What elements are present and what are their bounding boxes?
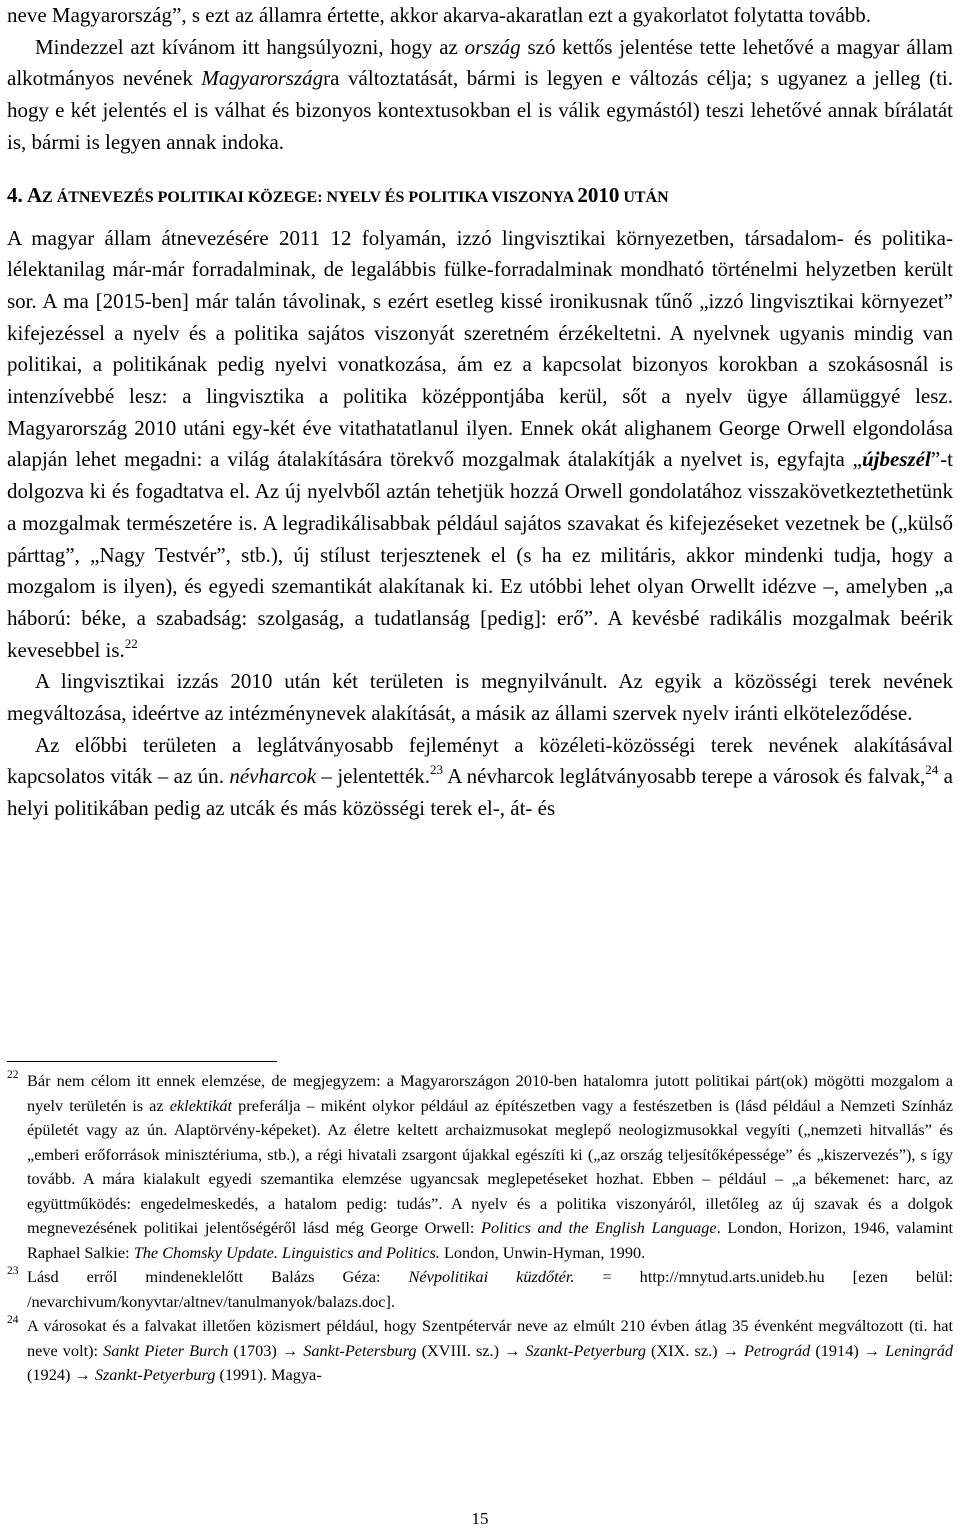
body-text: [7, 0, 953, 825]
emphasis: névharcok: [229, 764, 317, 789]
text: (1703) →: [228, 1340, 304, 1360]
text: (1924) →: [27, 1365, 95, 1384]
footnote-24: [7, 1314, 953, 1388]
footnote-22: [7, 1069, 953, 1265]
heading-year: 2010: [577, 182, 620, 207]
paragraph-1: [7, 223, 953, 667]
text: Lásd erről mindeneklelőtt Balázs Géza:: [27, 1267, 409, 1286]
emphasis: eklektikát: [169, 1095, 233, 1115]
footnote-ref-23[interactable]: 23: [430, 762, 444, 778]
page: [7, 0, 953, 825]
emphasis: The Chomsky Update. Linguistics and Politics.: [133, 1242, 440, 1262]
text: – jelentették.: [316, 764, 431, 789]
section-heading: [7, 184, 953, 209]
text: . London, Horizon, 1946, valamint Raphael Salkie:: [27, 1218, 954, 1262]
footnote-ref-22[interactable]: 22: [124, 635, 138, 651]
emphasis: Petrográd: [743, 1340, 811, 1360]
emphasis: Névpolitikai küzdőtér.: [408, 1267, 575, 1286]
emphasis: Szankt-Petyerburg: [94, 1365, 216, 1384]
footnote-mark: 23: [7, 1265, 19, 1277]
text: ra változtatását, bármi is legyen e változás célja; s ugyanez a jelleg (ti. hogy e két jelentés el is válhat és bizonyos kontextusokban el is válik egymástól) teszi lehetővé annak bírálatát is, bármi is legyen annak indoka.: [7, 66, 954, 154]
text: A névharcok leglátványosabb terepe a városok és falvak,: [443, 764, 926, 789]
text: neve Magyarország”, s ezt az államra értette, akkor akarva-akaratlan ezt a gyakorlatot folytatta tovább.: [7, 3, 872, 27]
emphasis: ország: [464, 34, 521, 59]
paragraph-intro-end: [7, 0, 953, 32]
text: Mindezzel azt kívánom itt hangsúlyozni, hogy az: [35, 34, 465, 59]
emphasis: Sankt Pieter Burch: [103, 1340, 229, 1360]
text: a helyi politikában pedig az utcák és más közösségi terek el-, át- és: [7, 764, 953, 821]
footnote-23: [7, 1265, 953, 1314]
emphasis: Sankt-Petersburg: [303, 1340, 417, 1360]
emphasis: újbeszél: [862, 447, 931, 472]
text: A lingvisztikai izzás 2010 után két területen is megnyilvánult. Az egyik a közösségi terek nevének megváltozása, ideértve az intézménynevek alakítását, a másik az állami szervek nyelv iránti elköteleződése.: [7, 669, 953, 726]
text[interactable]: = http://mnytud.arts.unideb.hu [ezen belül: /nevarchivum/konyvtar/altnev/tanulmanyok/balazs.doc].: [27, 1267, 953, 1311]
heading-number: 4. A: [7, 182, 43, 207]
emphasis: Leningrád: [885, 1340, 954, 1360]
emphasis: Szankt-Petyerburg: [525, 1340, 646, 1360]
footnotes: [7, 1069, 953, 1388]
footnote-ref-24[interactable]: 24: [925, 762, 939, 778]
page-number: 15: [471, 1509, 489, 1528]
paragraph-3: [7, 730, 953, 825]
paragraph-intro-summary: [7, 32, 953, 159]
footnote-mark: 24: [7, 1314, 19, 1326]
emphasis: Politics and the English Language: [481, 1218, 717, 1237]
text: (1914) →: [810, 1340, 886, 1360]
text: (XIX. sz.) →: [645, 1340, 744, 1360]
footnote-mark: 22: [7, 1069, 19, 1081]
heading-text: Z ÁTNEVEZÉS POLITIKAI KÖZEGE: NYELV ÉS POLITIKA VISZONYA: [42, 188, 578, 206]
paragraph-2: [7, 666, 953, 729]
text: A magyar állam átnevezésére 2011 12 folyamán, izzó lingvisztikai környezetben, társadalom- és politika-lélektanilag már-már forradalminak, de legalábbis fülke-forradalminak mondható történelmi helyzetben került sor. A ma [2015-ben] már talán távolinak, s ezért esetleg kissé ironikusnak tűnő „izzó lingvisztikai környezet” kifejezéssel a nyelv és a politika sajátos viszonyát szeretném érzékeltetni. A nyelvnek ugyanis mindig van politikai, a politikának pedig nyelvi vonatkozása, ám ez a kapcsolat bizonyos korokban a szokásosnál is intenzívebbé lesz: a lingvisztika a politika középpontjába kerül, sőt a nyelv ügye államüggyé lesz. Magyarország 2010 utáni egy-két éve vitathatatlanul ilyen. Ennek okát alighanem George Orwell elgondolása alapján lehet megadni: a világ átalakítására törekvő mozgalmak átalakítják a nyelvet is, egyfajta „: [7, 225, 953, 472]
text: (XVIII. sz.) →: [416, 1340, 526, 1360]
text: A városokat és a falvakat illetően közismert például, hogy Szentpétervár neve az elmúlt 210 évben átlag 35 évenként megváltozott (ti. hat neve volt):: [27, 1316, 953, 1360]
emphasis: Magyarország: [201, 66, 324, 91]
text: London, Unwin-Hyman, 1990.: [439, 1242, 646, 1262]
heading-text-end: UTÁN: [619, 188, 669, 206]
footnote-separator: [7, 1061, 277, 1062]
text: (1991). Magya-: [215, 1365, 322, 1384]
text: ”-t dolgozva ki és fogadtatva el. Az új nyelvből aztán tehetjük hozzá Orwell gondolatához visszakövetkeztethetünk a mozgalmak természetére is. A legradikálisabbak például sajátos szavakat és kifejezéseket vezetnek be („külső párttag”, „Nagy Testvér”, stb.), új stílust terjesztenek el (s ha ez militáris, akkor mindenki tudja, hogy a mozgalom is ilyen), és egyedi szemantikát alakítanak ki. Ez utóbbi lehet olyan Orwellt idézve –, amelyben „a háború: béke, a szabadság: szolgaság, a tudatlanság [pedig]: erő”. A kevésbé radikális mozgalmak beérik kevesebbel is.: [7, 447, 953, 662]
text: Az előbbi területen a leglátványosabb fejleményt a közéleti-közösségi terek nevének alakításával kapcsolatos viták – az ún.: [7, 732, 953, 789]
text: Bár nem célom itt ennek elemzése, de megjegyzem: a Magyarországon 2010-ben hatalomra jutott politikai párt(ok) mögötti mozgalom a nyelv területén is az: [27, 1071, 953, 1115]
text: preferálja – miként olykor például az építészetben vagy a festészetben is (lásd például a Nemzeti Színház épületét vagy az ún. Alaptörvény-képeket). Az életre keltett archaizmusokat meglepő neologizmusokkal vegyíti („nemzeti hitvallás” és „emberi erőforrások minisztériuma, stb.), a régi hivatali zsargont újakkal egészíti ki („az ország teljesítőképessége” és „kiszervezés”), s így tovább. A mára kialakult egyedi szemantika elemzése ugyancsak meglepetéseket hozhat. Ebben – például – „a békemenet: harc, az együttműködés: engedelmeskedés, a hatalom pedig: tudás”. A nyelv és a politika viszonyáról, illetőleg az új szavak és a dolgok megnevezésének politikai jelentőségéről lásd még George Orwell:: [27, 1095, 953, 1237]
text: szó kettős jelentése tette lehetővé a magyar állam alkotmányos nevének: [7, 34, 954, 91]
